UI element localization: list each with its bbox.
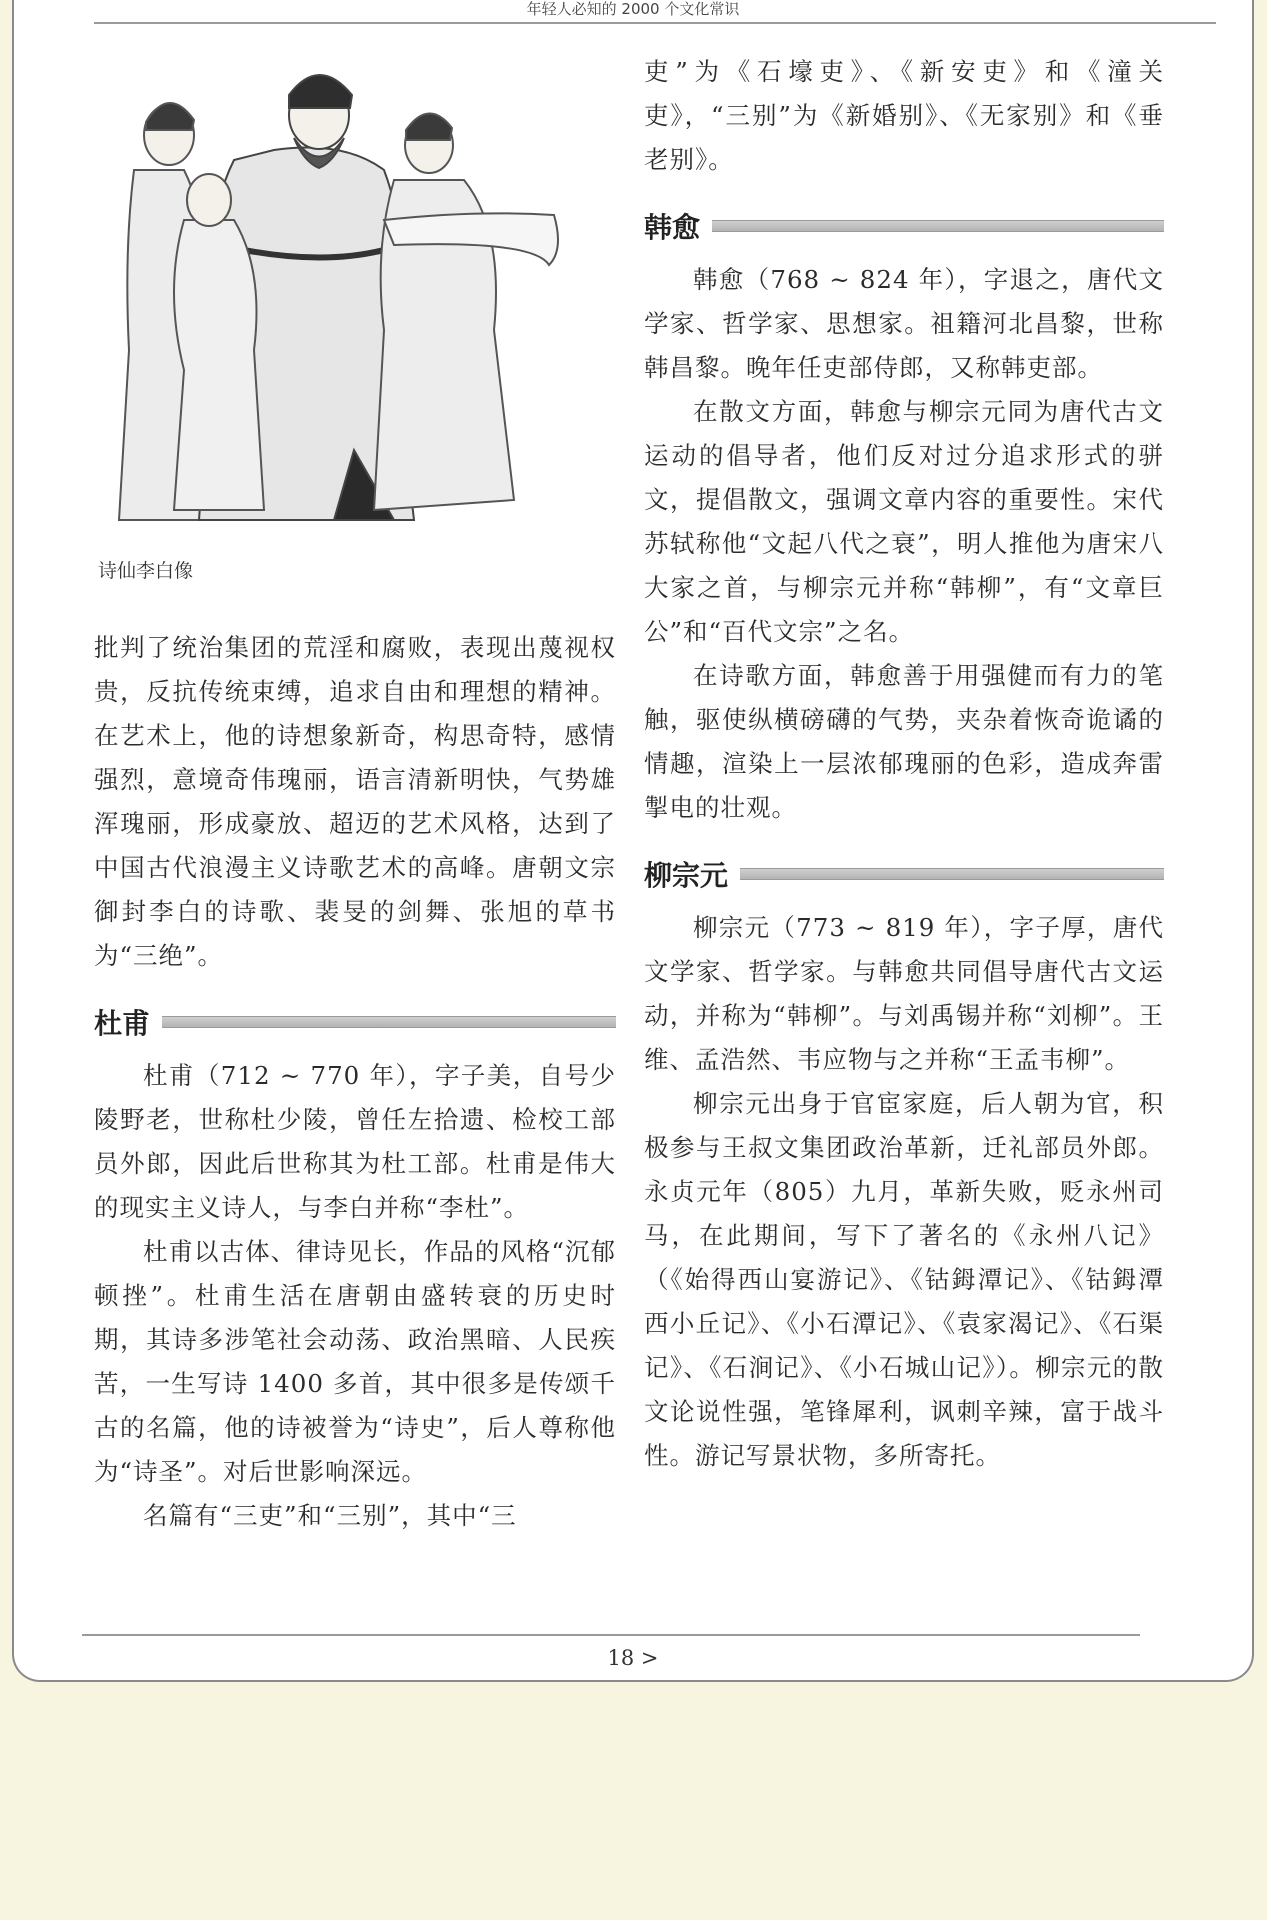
header-rule bbox=[94, 22, 1216, 24]
li-bai-portrait bbox=[94, 50, 594, 550]
section-heading-dufu bbox=[94, 992, 616, 1052]
section-heading-bar bbox=[740, 868, 1164, 880]
hanyu-paragraph-2: 在散文方面，韩愈与柳宗元同为唐代古文运动的倡导者，他们反对过分追求形式的骈文，提倡散文，强调文章内容的重要性。宋代苏轼称他“文起八代之衰”，明人推他为唐宋八大家之首，与柳宗元并称“韩柳”，有“文章巨公”和“百代文宗”之名。 bbox=[644, 397, 1164, 646]
page-number: 18 > bbox=[607, 1646, 659, 1670]
figure-caption: 诗仙李白像 bbox=[98, 560, 194, 582]
running-title: 年轻人必知的 2000 个文化常识 bbox=[526, 0, 740, 18]
hanyu-paragraph-1: 韩愈（768 ~ 824 年），字退之，唐代文学家、哲学家、思想家。祖籍河北昌黎，世称韩昌黎。晚年任吏部侍郎，又称韩吏部。 bbox=[644, 265, 1164, 382]
right-column bbox=[644, 50, 1164, 1478]
section-heading-liuzongyuan bbox=[644, 844, 1164, 904]
section-title-liuzongyuan: 柳宗元 bbox=[644, 859, 729, 892]
section-title-hanyu: 韩愈 bbox=[644, 211, 701, 244]
dufu-paragraph-1: 杜甫（712 ~ 770 年），字子美，自号少陵野老，世称杜少陵，曾任左拾遗、检校工部员外郎，因此后世称其为杜工部。杜甫是伟大的现实主义诗人，与李白并称“李杜”。 bbox=[94, 1061, 616, 1222]
book-page bbox=[12, 0, 1254, 1682]
dufu-paragraph-2: 杜甫以古体、律诗见长，作品的风格“沉郁顿挫”。杜甫生活在唐朝由盛转衰的历史时期，其诗多涉笔社会动荡、政治黑暗、人民疾苦，一生写诗 1400 多首，其中很多是传颂千古的名篇，他的诗被誉为“诗史”，后人尊称他为“诗圣”。对后世影响深远。 bbox=[94, 1237, 616, 1486]
li-bai-continuation: 批判了统治集团的荒淫和腐败，表现出蔑视权贵，反抗传统束缚，追求自由和理想的精神。在艺术上，他的诗想象新奇，构思奇特，感情强烈，意境奇伟瑰丽，语言清新明快，气势雄浑瑰丽，形成豪放、超迈的艺术风格，达到了中国古代浪漫主义诗歌艺术的高峰。唐朝文宗御封李白的诗歌、裴旻的剑舞、张旭的草书为“三绝”。 bbox=[94, 633, 616, 970]
section-heading-bar bbox=[712, 220, 1164, 232]
portrait-illustration bbox=[94, 50, 594, 550]
left-column bbox=[94, 50, 616, 1538]
section-heading-bar bbox=[162, 1016, 616, 1028]
liuzongyuan-paragraph-1: 柳宗元（773 ~ 819 年），字子厚，唐代文学家、哲学家。与韩愈共同倡导唐代古文运动，并称为“韩柳”。与刘禹锡并称“刘柳”。王维、孟浩然、韦应物与之并称“王孟韦柳”。 bbox=[644, 913, 1164, 1074]
dufu-paragraph-3: 名篇有“三吏”和“三别”，其中“三 bbox=[143, 1501, 517, 1530]
liuzongyuan-paragraph-2: 柳宗元出身于官宦家庭，后人朝为官，积极参与王叔文集团政治革新，迁礼部员外郎。永贞元年（805）九月，革新失败，贬永州司马，在此期间，写下了著名的《永州八记》（《始得西山宴游记》、《钴鉧潭记》、《钴鉧潭西小丘记》、《小石潭记》、《袁家渴记》、《石渠记》、《石涧记》、《小石城山记》）。柳宗元的散文论说性强，笔锋犀利，讽刺辛辣，富于战斗性。游记写景状物，多所寄托。 bbox=[644, 1089, 1164, 1470]
dufu-continuation: 吏”为《石壕吏》、《新安吏》和《潼关吏》，“三别”为《新婚别》、《无家别》和《垂老别》。 bbox=[644, 57, 1164, 174]
footer-rule bbox=[82, 1634, 1140, 1636]
section-title-dufu: 杜甫 bbox=[94, 1007, 151, 1040]
hanyu-paragraph-3: 在诗歌方面，韩愈善于用强健而有力的笔触，驱使纵横磅礴的气势，夹杂着恢奇诡谲的情趣，渲染上一层浓郁瑰丽的色彩，造成奔雷掣电的壮观。 bbox=[644, 661, 1164, 822]
section-heading-hanyu bbox=[644, 196, 1164, 256]
